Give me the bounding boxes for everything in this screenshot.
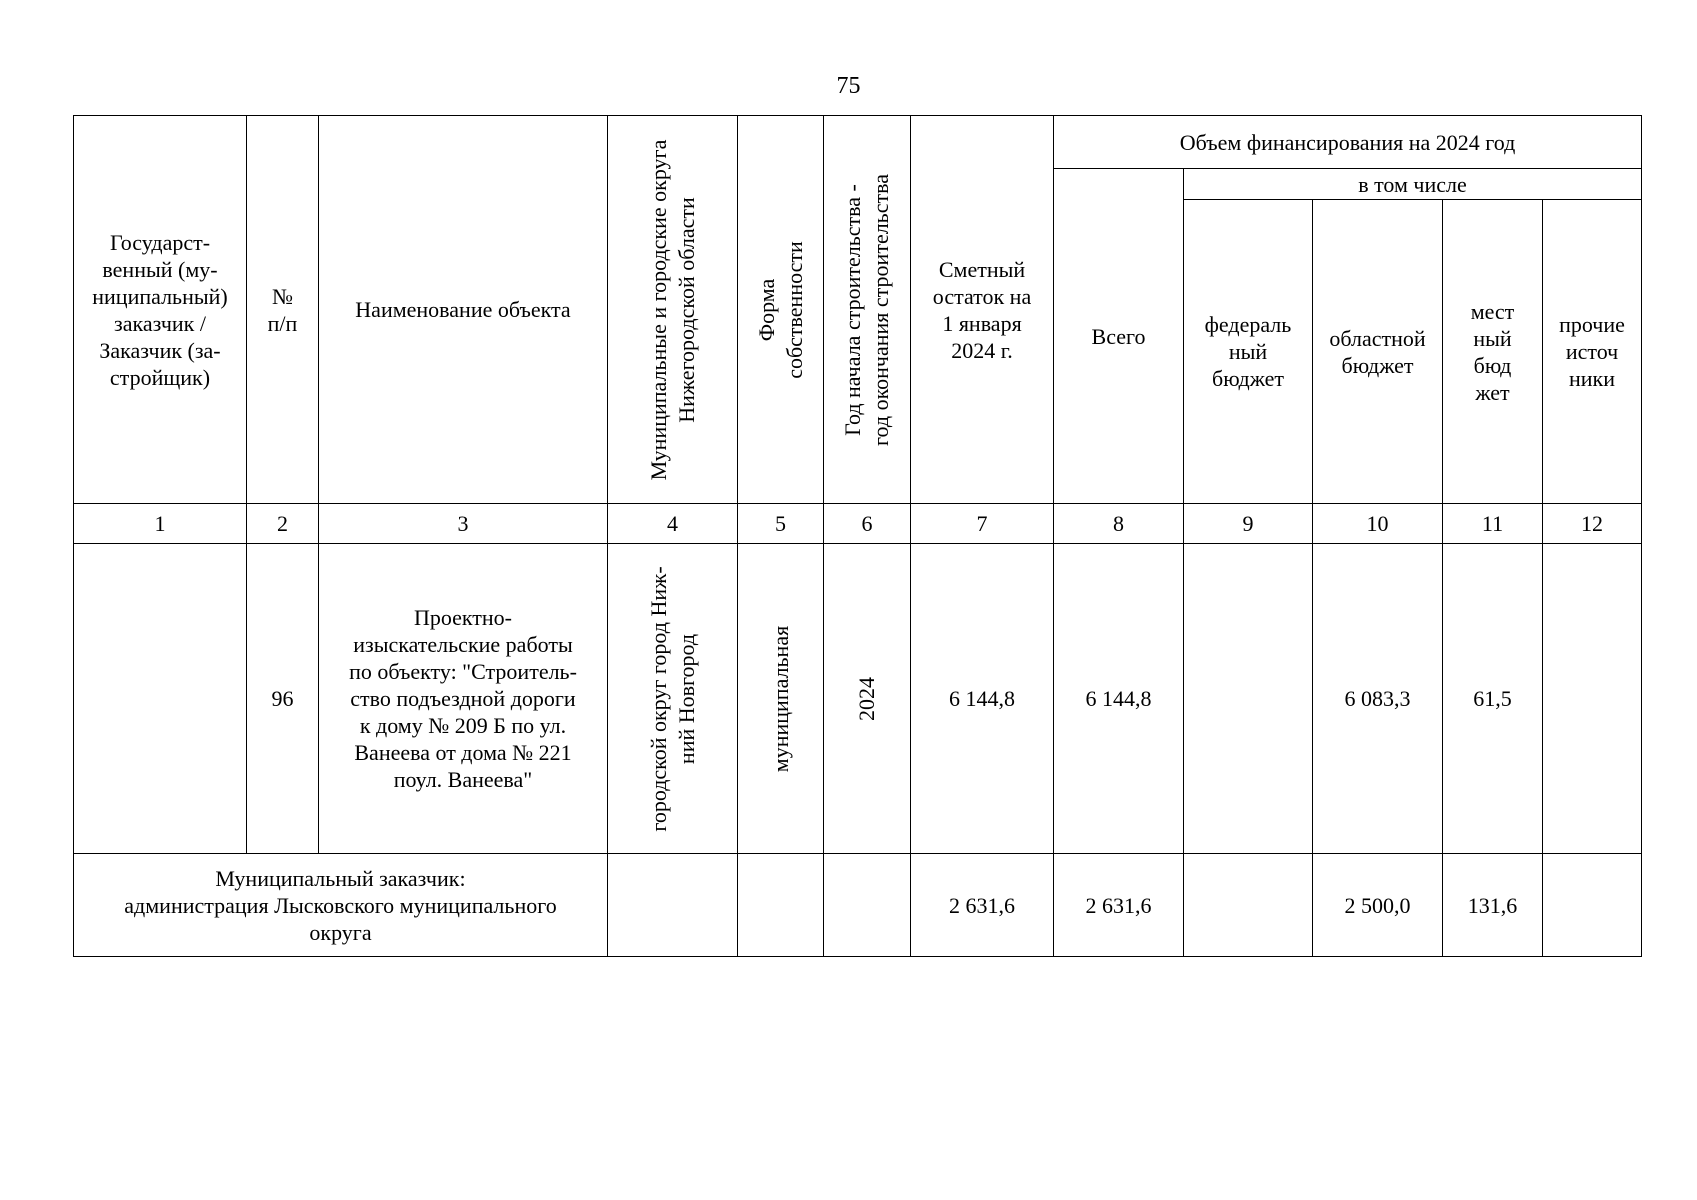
header-including-group: в том числе — [1184, 169, 1642, 200]
column-number: 9 — [1184, 504, 1313, 544]
column-number: 5 — [738, 504, 824, 544]
row-ownership: муниципальная — [738, 544, 824, 854]
summary-local: 131,6 — [1443, 854, 1543, 957]
row-municipality: городской округ город Ниж- ний Новгород — [608, 544, 738, 854]
header-object-name: Наименование объекта — [319, 116, 608, 504]
header-financing-group: Объем финансирования на 2024 год — [1054, 116, 1642, 169]
summary-years — [824, 854, 911, 957]
header-regional: областной бюджет — [1313, 200, 1443, 504]
header-local: мест ный бюд жет — [1443, 200, 1543, 504]
column-number: 4 — [608, 504, 738, 544]
column-numbers-row — [74, 504, 1642, 544]
header-number: № п/п — [247, 116, 319, 504]
summary-estimate-balance: 2 631,6 — [911, 854, 1054, 957]
column-number: 3 — [319, 504, 608, 544]
row-regional: 6 083,3 — [1313, 544, 1443, 854]
column-number: 1 — [74, 504, 247, 544]
column-number: 2 — [247, 504, 319, 544]
summary-municipality — [608, 854, 738, 957]
row-years: 2024 — [824, 544, 911, 854]
financing-table — [73, 115, 1642, 957]
row-local: 61,5 — [1443, 544, 1543, 854]
row-other — [1543, 544, 1642, 854]
header-ownership: Форма собственности — [738, 116, 824, 504]
summary-regional: 2 500,0 — [1313, 854, 1443, 957]
column-number: 11 — [1443, 504, 1543, 544]
header-federal: федераль ный бюджет — [1184, 200, 1313, 504]
summary-federal — [1184, 854, 1313, 957]
column-number: 6 — [824, 504, 911, 544]
header-customer: Государст- венный (му- ниципальный) заказчик / Заказчик (за- стройщик) — [74, 116, 247, 504]
row-total: 6 144,8 — [1054, 544, 1184, 854]
row-customer — [74, 544, 247, 854]
row-object-name: Проектно- изыскательские работы по объекту: "Строитель- ство подъездной дороги к дому № 209 Б по ул. Ванеева от дома № 221 поул. Ванеева" — [319, 544, 608, 854]
row-federal — [1184, 544, 1313, 854]
header-municipality: Муниципальные и городские округа Нижегородской области — [608, 116, 738, 504]
summary-row — [74, 854, 1642, 957]
column-number: 12 — [1543, 504, 1642, 544]
header-other: прочие источ ники — [1543, 200, 1642, 504]
summary-other — [1543, 854, 1642, 957]
summary-customer-label: Муниципальный заказчик: администрация Лысковского муниципального округа — [74, 854, 608, 957]
header-row-1 — [74, 116, 1642, 169]
column-number: 7 — [911, 504, 1054, 544]
row-estimate-balance: 6 144,8 — [911, 544, 1054, 854]
header-total: Всего — [1054, 169, 1184, 504]
row-number: 96 — [247, 544, 319, 854]
header-years: Год начала строительства - год окончания строительства — [824, 116, 911, 504]
summary-ownership — [738, 854, 824, 957]
summary-total: 2 631,6 — [1054, 854, 1184, 957]
column-number: 8 — [1054, 504, 1184, 544]
table-row — [74, 544, 1642, 854]
header-estimate-balance: Сметный остаток на 1 января 2024 г. — [911, 116, 1054, 504]
column-number: 10 — [1313, 504, 1443, 544]
page-number: 75 — [836, 73, 861, 99]
